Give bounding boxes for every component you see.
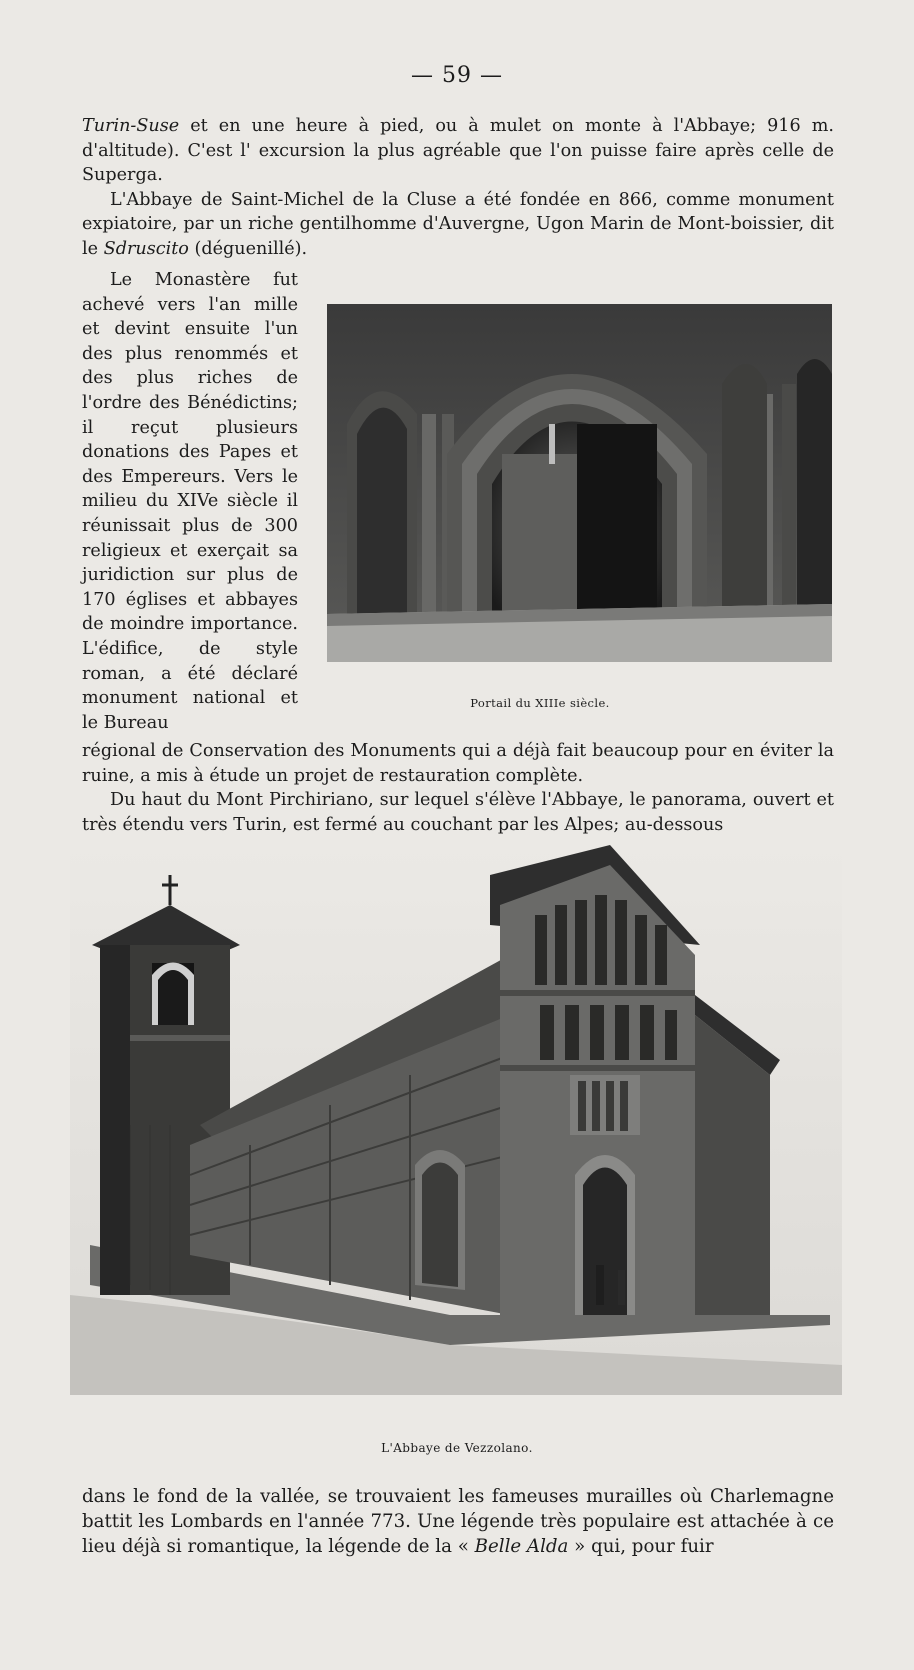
portal-illustration — [327, 304, 832, 662]
portal-caption: Portail du XIIIe siècle. — [470, 696, 610, 710]
abbey-engraving — [70, 845, 842, 1395]
emphasis-sdruscito: Sdruscito — [103, 238, 189, 259]
paragraph-2-text-a: L'Abbaye de Saint-Michel de la Cluse a été fondée en 866, comme monument expiatoire, par un riche gentilhomme d'Auvergne, Ugon Marin de Mont-boissier, dit le — [82, 189, 834, 259]
emphasis-belle-alda: Belle Alda — [474, 1536, 569, 1557]
paragraph-1 — [82, 114, 834, 188]
text-middle — [82, 739, 834, 837]
abbey-caption: L'Abbaye de Vezzolano. — [381, 1441, 533, 1455]
paragraph-5-text-a: dans le fond de la vallée, se trouvaient les fameuses murailles où Charlemagne battit les Lombards en l'année 773. Une légende très populaire est attachée à ce lieu déjà si romantique, la légende de la « — [82, 1486, 834, 1557]
paragraph-3-column — [82, 268, 298, 735]
paragraph-5-text-b: » qui, pour fuir — [568, 1536, 714, 1557]
paragraph-4: Du haut du Mont Pirchiriano, sur lequel s'élève l'Abbaye, le panorama, ouvert et très étendu vers Turin, est fermé au couchant par les Alpes; au-dessous — [82, 790, 834, 835]
emphasis-turin-suse: Turin-Suse — [82, 116, 180, 136]
paragraph-2-text-b: (déguenillé). — [188, 238, 308, 259]
paragraph-3: Le Monastère fut achevé vers l'an mille et devint ensuite l'un des plus renommés et des plus riches de l'ordre des Bénédictins; il reçut plusieurs donations des Papes et des Empereurs. Vers le milieu du XIVe siècle il réunissait plus de 300 religieux et exerçait sa juridiction sur plus de 170 églises et abbayes de moindre importance. L'édifice, de style roman, a été déclaré monument national et le Bureau — [82, 270, 298, 733]
portal-photo — [327, 304, 832, 662]
paragraph-2 — [82, 188, 834, 262]
text-top — [82, 114, 834, 262]
abbey-illustration — [70, 845, 842, 1395]
page-number: — 59 — — [411, 63, 503, 88]
paragraph-5 — [82, 1484, 834, 1559]
paragraph-1-text: et en une heure à pied, ou à mulet on monte à l'Abbaye; 916 m. d'altitude). C'est l' excursion la plus agréable que l'on puisse faire après celle de Superga. — [82, 116, 834, 186]
paragraph-3-continued: régional de Conservation des Monuments qui a déjà fait beaucoup pour en éviter la ruine, a mis à étude un projet de restauration complète. — [82, 741, 834, 786]
text-bottom — [82, 1484, 834, 1559]
